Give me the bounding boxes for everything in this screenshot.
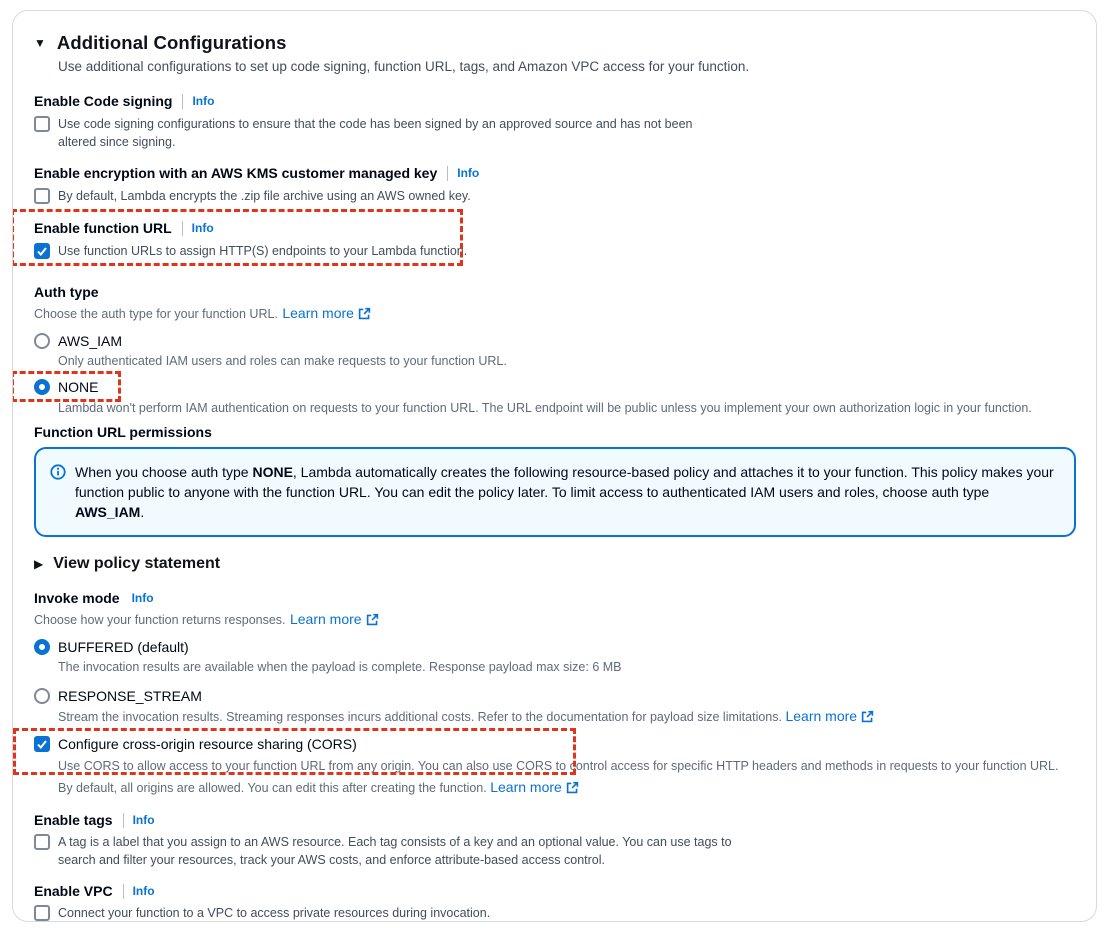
kms-info-link[interactable]: Info bbox=[457, 166, 480, 180]
auth-none-label[interactable]: NONE bbox=[58, 379, 99, 395]
section-header-additional-configurations[interactable] bbox=[34, 32, 1074, 54]
external-link-icon bbox=[358, 307, 371, 320]
invoke-mode-learn-more-link[interactable]: Learn more bbox=[290, 611, 379, 627]
invoke-response-stream-description: Stream the invocation results. Streaming responses incurs additional costs. Refer to the documentation for payload size limitations. Learn more bbox=[58, 708, 1074, 725]
external-link-icon bbox=[366, 613, 379, 626]
code-signing-checkbox-row[interactable] bbox=[34, 115, 1074, 151]
divider bbox=[182, 94, 183, 109]
invoke-response-stream-radio[interactable] bbox=[34, 688, 50, 704]
kms-checkbox[interactable] bbox=[34, 188, 50, 204]
info-circle-icon bbox=[50, 464, 66, 480]
kms-label: Enable encryption with an AWS KMS customer managed key bbox=[34, 165, 438, 181]
cors-description: Use CORS to allow access to your function URL from any origin. You can also use CORS to control access for specific HTTP headers and methods in requests to your function URL. By default, all origins are allowed. You can edit this after creating the function. Learn more bbox=[58, 756, 1074, 799]
auth-option-none-row[interactable] bbox=[34, 378, 1074, 396]
invoke-response-stream-row[interactable] bbox=[34, 687, 1074, 705]
code-signing-info-link[interactable]: Info bbox=[192, 94, 215, 108]
divider bbox=[447, 166, 448, 181]
auth-aws-iam-description: Only authenticated IAM users and roles can make requests to your function URL. bbox=[58, 354, 507, 368]
function-url-label: Enable function URL bbox=[34, 220, 172, 236]
invoke-mode-description: Choose how your function returns responses. bbox=[34, 613, 286, 627]
tags-checkbox-row[interactable] bbox=[34, 833, 1074, 869]
invoke-buffered-description: The invocation results are available when the payload is complete. Response payload max size: 6 MB bbox=[58, 660, 622, 674]
divider bbox=[123, 813, 124, 828]
vpc-checkbox-label[interactable]: Connect your function to a VPC to access private resources during invocation. bbox=[58, 906, 491, 920]
tags-info-link[interactable]: Info bbox=[132, 813, 155, 827]
permissions-label: Function URL permissions bbox=[34, 424, 212, 440]
invoke-buffered-label[interactable]: BUFFERED (default) bbox=[58, 639, 189, 655]
checkmark-icon bbox=[37, 740, 47, 749]
auth-none-description: Lambda won't perform IAM authentication on requests to your function URL. The URL endpoint will be public unless you implement your own authorization logic in your function. bbox=[58, 401, 1032, 415]
vpc-checkbox-row[interactable] bbox=[34, 904, 1074, 922]
cors-checkbox-label[interactable]: Configure cross-origin resource sharing (CORS) bbox=[58, 736, 357, 752]
invoke-mode-label: Invoke mode bbox=[34, 590, 120, 606]
function-url-label-row bbox=[34, 219, 1074, 237]
tags-checkbox[interactable] bbox=[34, 834, 50, 850]
invoke-mode-label-row bbox=[34, 589, 1074, 607]
invoke-response-stream-label[interactable]: RESPONSE_STREAM bbox=[58, 688, 202, 704]
tags-label: Enable tags bbox=[34, 812, 113, 828]
response-stream-learn-more-link[interactable]: Learn more bbox=[785, 708, 874, 724]
function-url-checkbox-label[interactable]: Use function URLs to assign HTTP(S) endpoints to your Lambda function. bbox=[58, 244, 468, 258]
auth-type-label: Auth type bbox=[34, 284, 99, 300]
vpc-label-row bbox=[34, 882, 1074, 900]
auth-aws-iam-radio[interactable] bbox=[34, 333, 50, 349]
cors-checkbox-row[interactable] bbox=[34, 735, 1074, 753]
auth-type-description: Choose the auth type for your function URL. bbox=[34, 307, 278, 321]
divider bbox=[182, 221, 183, 236]
invoke-buffered-row[interactable] bbox=[34, 638, 1074, 656]
alert-message: When you choose auth type NONE, Lambda automatically creates the following resource-based policy and attaches it to your function. This policy makes your function public to anyone with the function URL. You can edit the policy later. To limit access to authenticated IAM users and roles, choose auth type AWS_IAM. bbox=[75, 464, 1054, 520]
expand-triangle-icon[interactable]: ▶ bbox=[34, 557, 44, 571]
section-subtitle: Use additional configurations to set up code signing, function URL, tags, and Amazon VPC access for your function. bbox=[58, 59, 750, 74]
view-policy-statement-label: View policy statement bbox=[53, 555, 221, 572]
view-policy-statement-toggle[interactable] bbox=[34, 555, 1074, 573]
additional-configurations-panel bbox=[12, 10, 1097, 922]
checkmark-icon bbox=[37, 247, 47, 256]
code-signing-label: Enable Code signing bbox=[34, 93, 173, 109]
code-signing-label-row bbox=[34, 92, 1074, 110]
tags-label-row bbox=[34, 811, 1074, 829]
code-signing-checkbox[interactable] bbox=[34, 116, 50, 132]
spacer bbox=[126, 591, 127, 606]
function-url-checkbox[interactable] bbox=[34, 243, 50, 259]
info-alert bbox=[34, 447, 1076, 537]
collapse-triangle-icon[interactable]: ▼ bbox=[34, 36, 46, 50]
cors-checkbox[interactable] bbox=[34, 736, 50, 752]
kms-checkbox-label[interactable]: By default, Lambda encrypts the .zip file archive using an AWS owned key. bbox=[58, 189, 471, 203]
function-url-info-link[interactable]: Info bbox=[191, 221, 214, 235]
external-link-icon bbox=[861, 710, 874, 723]
tags-checkbox-label[interactable]: A tag is a label that you assign to an AWS resource. Each tag consists of a key and an optional value. You can use tags to search and filter your resources, track your AWS costs, and enforce attribute-based access control. bbox=[58, 835, 732, 867]
cors-learn-more-link[interactable]: Learn more bbox=[490, 777, 579, 798]
auth-none-radio[interactable] bbox=[34, 379, 50, 395]
auth-option-aws-iam-row[interactable] bbox=[34, 332, 1074, 350]
divider bbox=[123, 884, 124, 899]
auth-aws-iam-label[interactable]: AWS_IAM bbox=[58, 333, 123, 349]
vpc-info-link[interactable]: Info bbox=[132, 884, 155, 898]
page-title: Additional Configurations bbox=[56, 32, 287, 53]
kms-checkbox-row[interactable] bbox=[34, 187, 1074, 205]
invoke-mode-info-link[interactable]: Info bbox=[131, 591, 154, 605]
vpc-label: Enable VPC bbox=[34, 883, 113, 899]
auth-type-learn-more-link[interactable]: Learn more bbox=[282, 305, 371, 321]
function-url-checkbox-row[interactable] bbox=[34, 242, 1074, 260]
external-link-icon bbox=[566, 781, 579, 794]
vpc-checkbox[interactable] bbox=[34, 905, 50, 921]
auth-type-description-row bbox=[34, 304, 1074, 324]
code-signing-checkbox-label[interactable]: Use code signing configurations to ensure that the code has been signed by an approved source and has not been altered since signing. bbox=[58, 117, 693, 149]
kms-label-row bbox=[34, 164, 1074, 182]
invoke-buffered-radio[interactable] bbox=[34, 639, 50, 655]
invoke-mode-description-row bbox=[34, 610, 1074, 630]
